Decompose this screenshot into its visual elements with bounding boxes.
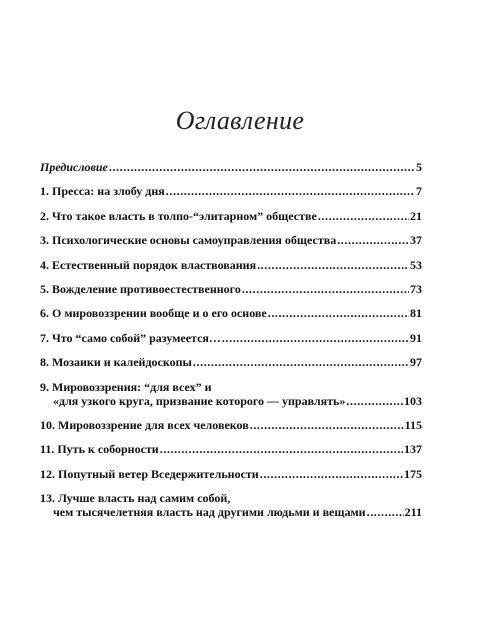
toc-entry-page: 37 bbox=[410, 233, 422, 248]
toc-entry-title: Психологические основы самоуправления общества bbox=[52, 233, 337, 248]
toc-entry-number: 5. bbox=[40, 281, 49, 296]
toc-entry-number: 13. bbox=[40, 491, 55, 506]
toc-entry-title-line1: Лучше власть над самим собой, bbox=[58, 491, 231, 506]
toc-entry-number: 9. bbox=[40, 379, 49, 394]
toc-entry-page: 115 bbox=[404, 417, 422, 432]
dot-leader bbox=[242, 282, 409, 296]
toc-entry-title-line1: Мировоззрения: “для всех” и bbox=[52, 379, 212, 394]
toc-entry-8[interactable] bbox=[40, 355, 422, 369]
dot-leader bbox=[268, 306, 409, 320]
toc-entry-title: Вожделение противоестественного bbox=[52, 281, 241, 296]
toc-entry-title: О мировоззрении вообще и о его основе bbox=[52, 306, 267, 321]
toc-entry-page: 81 bbox=[410, 306, 422, 321]
toc-entry-title: Пресса: на злобу дня bbox=[52, 184, 165, 199]
toc-entry-title: Что такое власть в толпо-“элитарном” обществе bbox=[52, 208, 317, 223]
toc-entry-number: 12. bbox=[40, 466, 55, 481]
toc-entry-6[interactable] bbox=[40, 306, 422, 320]
toc-entry-title: Естественный порядок властвования bbox=[52, 257, 257, 272]
toc-entry-12[interactable] bbox=[40, 467, 422, 481]
toc-entry-title: Мозаики и калейдоскопы bbox=[52, 355, 192, 370]
toc-entry-number: 11. bbox=[40, 442, 55, 457]
dot-leader bbox=[109, 160, 415, 174]
toc-entry-number: 8. bbox=[40, 355, 49, 370]
dot-leader bbox=[260, 467, 403, 481]
dot-leader bbox=[367, 505, 404, 519]
toc-entry-13[interactable] bbox=[40, 491, 422, 519]
toc-entry-page: 7 bbox=[416, 184, 422, 199]
dot-leader bbox=[193, 355, 409, 369]
toc-entry-title: Путь к соборности bbox=[57, 442, 159, 457]
toc-entry-3[interactable] bbox=[40, 233, 422, 247]
toc-heading: Оглавление bbox=[175, 106, 305, 135]
dot-leader bbox=[257, 258, 409, 272]
toc-entry-11[interactable] bbox=[40, 442, 422, 456]
toc-entry-page: 53 bbox=[410, 257, 422, 272]
toc-entry-2[interactable] bbox=[40, 209, 422, 223]
toc-entry-title-line2: чем тысячелетняя власть над другими людьми и вещами bbox=[53, 505, 366, 520]
toc-entry-title: Попутный ветер Вседержительности bbox=[58, 466, 259, 481]
toc-entry-number: 1. bbox=[40, 184, 49, 199]
dot-leader bbox=[222, 331, 409, 345]
toc-entry-5[interactable] bbox=[40, 282, 422, 296]
toc-entry-9[interactable] bbox=[40, 380, 422, 408]
toc-entry-page: 91 bbox=[410, 330, 422, 345]
toc-entry-title: Что “само собой” разумеется… bbox=[52, 330, 221, 345]
toc-entry-page: 103 bbox=[404, 393, 422, 408]
toc-entry-number: 2. bbox=[40, 208, 49, 223]
toc-entry-page: 137 bbox=[404, 442, 422, 457]
toc-entry-title-line2: «для узкого круга, призвание которого — управлять» bbox=[53, 393, 346, 408]
table-of-contents bbox=[40, 160, 422, 529]
toc-entry-page: 73 bbox=[410, 281, 422, 296]
toc-entry-page: 211 bbox=[404, 505, 422, 520]
toc-entry-page: 21 bbox=[410, 208, 422, 223]
dot-leader bbox=[346, 394, 403, 408]
toc-entry-number: 3. bbox=[40, 233, 49, 248]
toc-entry-title: Предисловие bbox=[40, 160, 108, 174]
dot-leader bbox=[250, 418, 404, 432]
toc-entry-preface[interactable] bbox=[40, 160, 422, 174]
toc-entry-number: 6. bbox=[40, 306, 49, 321]
dot-leader bbox=[160, 442, 403, 456]
dot-leader bbox=[337, 233, 409, 247]
dot-leader bbox=[318, 209, 409, 223]
toc-entry-1[interactable] bbox=[40, 184, 422, 198]
dot-leader bbox=[166, 184, 415, 198]
toc-entry-10[interactable] bbox=[40, 418, 422, 432]
toc-entry-page: 175 bbox=[404, 466, 422, 481]
toc-entry-number: 7. bbox=[40, 330, 49, 345]
toc-entry-number: 10. bbox=[40, 417, 55, 432]
toc-entry-title: Мировоззрение для всех человеков bbox=[58, 417, 249, 432]
toc-entry-4[interactable] bbox=[40, 258, 422, 272]
toc-entry-number: 4. bbox=[40, 257, 49, 272]
toc-entry-page: 5 bbox=[416, 160, 422, 174]
toc-entry-7[interactable] bbox=[40, 331, 422, 345]
toc-entry-page: 97 bbox=[410, 355, 422, 370]
